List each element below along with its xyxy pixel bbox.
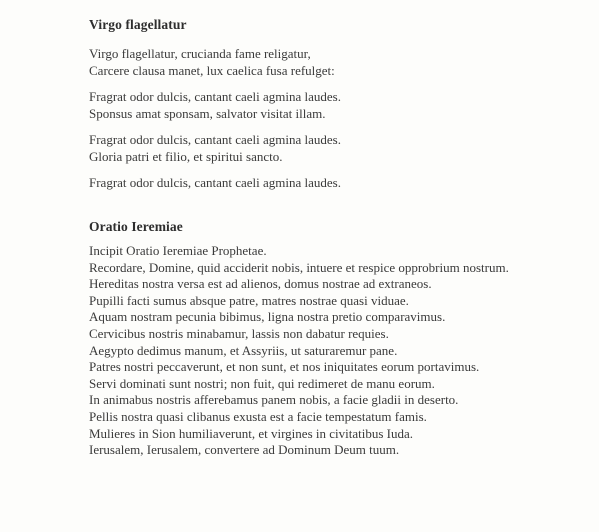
section-virgo-flagellatur	[89, 17, 589, 200]
verse-line: Fragrat odor dulcis, cantant caeli agmina laudes.	[89, 132, 341, 147]
stanza	[89, 174, 589, 191]
verse-line: Aegypto dedimus manum, et Assyriis, ut saturaremur pane.	[89, 342, 398, 358]
section-title: Oratio Ieremiae	[89, 219, 183, 234]
verse-line: Fragrat odor dulcis, cantant caeli agmina laudes.	[89, 175, 341, 190]
verse-line: Ierusalem, Ierusalem, convertere ad Dominum Deum tuum.	[89, 442, 400, 458]
verse-line: Mulieres in Sion humiliaverunt, et virgines in civitatibus Iuda.	[89, 425, 413, 441]
verse-line: Pupilli facti sumus absque patre, matres nostrae quasi viduae.	[89, 292, 409, 308]
verse-line: Sponsus amat sponsam, salvator visitat illam.	[89, 106, 326, 121]
verse-line: Aquam nostram pecunia bibimus, ligna nostra pretio comparavimus.	[89, 309, 446, 325]
stanza	[89, 88, 589, 122]
verse-line: Servi dominati sunt nostri; non fuit, qui redimeret de manu eorum.	[89, 375, 435, 391]
verse-line: Gloria patri et filio, et spiritui sancto.	[89, 149, 283, 164]
verse-line: Virgo flagellatur, crucianda fame religatur,	[89, 46, 311, 61]
verse-line: Hereditas nostra versa est ad alienos, domus nostrae ad extraneos.	[89, 276, 432, 292]
verse-line: Recordare, Domine, quid acciderit nobis, intuere et respice opprobrium nostrum.	[89, 259, 509, 275]
stanza	[89, 131, 589, 165]
verse-line: In animabus nostris afferebamus panem nobis, a facie gladii in deserto.	[89, 392, 459, 408]
stanza	[89, 243, 589, 459]
verse-line: Carcere clausa manet, lux caelica fusa refulget:	[89, 63, 335, 78]
verse-line: Patres nostri peccaverunt, et non sunt, et nos iniquitates eorum portavimus.	[89, 359, 480, 375]
section-title: Virgo flagellatur	[89, 17, 187, 32]
verse-line: Pellis nostra quasi clibanus exusta est a facie tempestatum famis.	[89, 408, 427, 424]
section-oratio-ieremiae	[89, 219, 589, 468]
verse-line: Cervicibus nostris minabamur, lassis non dabatur requies.	[89, 325, 389, 341]
verse-line: Incipit Oratio Ieremiae Prophetae.	[89, 243, 267, 258]
stanza	[89, 45, 589, 79]
verse-line: Fragrat odor dulcis, cantant caeli agmina laudes.	[89, 89, 341, 104]
